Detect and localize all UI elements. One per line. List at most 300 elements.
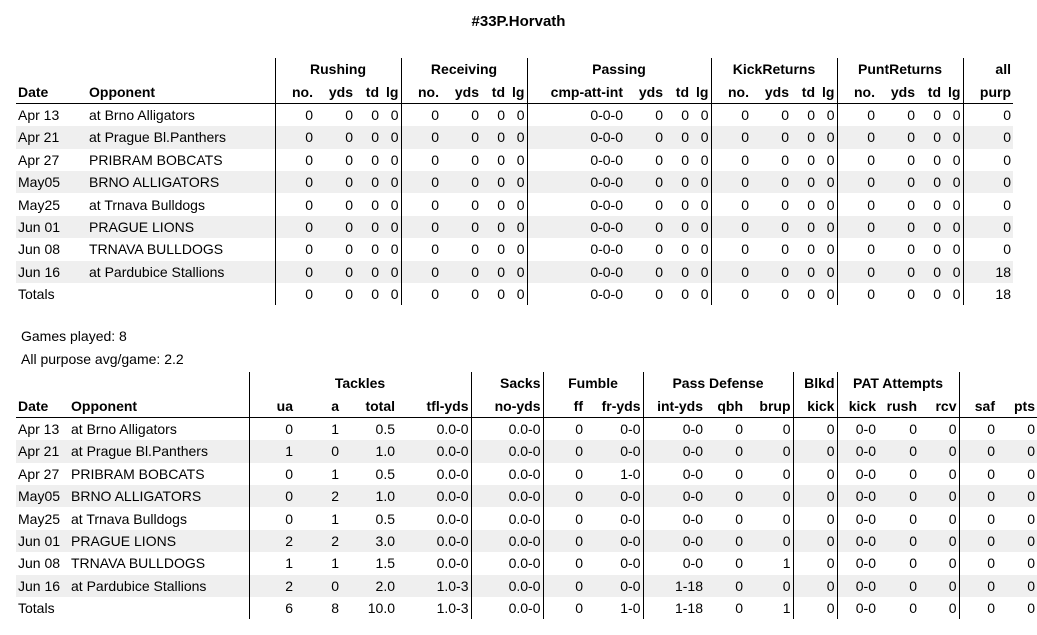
table-cell: 0 — [543, 463, 585, 485]
table-cell: 0 — [355, 283, 381, 305]
table-cell: 0 — [907, 241, 915, 258]
column-header: td — [355, 80, 381, 103]
table-cell: 0 — [275, 103, 315, 126]
table-cell: 0 — [1027, 555, 1035, 572]
column-header: kick — [793, 394, 837, 417]
table-cell: 0 — [497, 106, 505, 123]
table-cell: 0 — [909, 420, 917, 437]
table-cell: 0 — [817, 171, 837, 193]
column-header: rush — [878, 394, 919, 417]
table-cell: 0 — [711, 283, 751, 305]
table-cell: 0 — [543, 597, 585, 619]
table-cell: 0.5 — [375, 510, 395, 527]
column-header: ff — [543, 394, 585, 417]
table-cell: 0 — [878, 440, 919, 462]
table-cell: 0-0 — [585, 440, 643, 462]
group-header-all: all — [963, 58, 1013, 80]
table-cell: 0-0 — [837, 485, 878, 507]
table-cell: BRNO ALLIGATORS — [87, 171, 275, 193]
table-cell: 0 — [878, 575, 919, 597]
column-header: cmp-att-int — [527, 80, 625, 103]
table-cell: 0 — [295, 575, 341, 597]
table-cell: 0 — [793, 530, 837, 552]
table-cell: 0 — [817, 283, 837, 305]
column-header: yds — [441, 80, 481, 103]
column-header: purp — [963, 80, 1013, 103]
table-cell: 0 — [355, 216, 381, 238]
table-cell: 0 — [793, 463, 837, 485]
table-cell: 0-0 — [643, 507, 705, 529]
table-cell: 0-0 — [837, 440, 878, 462]
table-cell: 1-18 — [643, 575, 705, 597]
table-row — [16, 216, 1013, 238]
table-cell: 0 — [371, 241, 379, 258]
table-cell: 0 — [959, 417, 997, 440]
table-cell: 0 — [507, 283, 527, 305]
table-cell: 0-0 — [837, 552, 878, 574]
table-cell: 0.0-0 — [471, 575, 543, 597]
table-cell: at Trnava Bulldogs — [71, 510, 187, 527]
table-cell: 0 — [877, 126, 917, 148]
table-cell: 0 — [735, 510, 743, 527]
table-cell: Apr 27 — [18, 465, 60, 482]
table-cell: 0 — [481, 126, 507, 148]
table-cell: 0 — [781, 151, 789, 168]
table-cell: 0 — [837, 193, 877, 215]
table-cell: 0 — [751, 283, 791, 305]
table-cell: 0 — [516, 151, 525, 168]
column-header: ua — [249, 394, 295, 417]
table-row — [16, 552, 1037, 574]
table-cell: 0-0 — [837, 530, 878, 552]
table-cell: 0 — [959, 530, 997, 552]
column-header: yds — [625, 80, 665, 103]
table-cell: 0 — [791, 283, 817, 305]
table-cell: Totals — [16, 597, 69, 619]
table-cell: Jun 08 — [18, 555, 61, 572]
table-cell: 0 — [877, 283, 917, 305]
group-header-sacks: Sacks — [471, 372, 543, 394]
table-cell: 0 — [371, 196, 379, 213]
table-cell: 0 — [625, 283, 665, 305]
table-cell: 0 — [751, 261, 791, 283]
table-row — [16, 193, 1013, 215]
table-cell: 0-0-0 — [527, 283, 625, 305]
table-cell: 0-0 — [837, 417, 878, 440]
table-cell: 0 — [705, 597, 745, 619]
table-cell: 0 — [817, 261, 837, 283]
table-cell: 0 — [691, 216, 711, 238]
table-cell: 0 — [959, 575, 997, 597]
table-cell: 0 — [507, 216, 527, 238]
table-cell: 0 — [401, 193, 441, 215]
table-cell: 1 — [249, 440, 295, 462]
table-cell: 0 — [355, 261, 381, 283]
table-cell: 0 — [826, 196, 835, 213]
table-row — [16, 171, 1013, 193]
table-cell: 0 — [791, 216, 817, 238]
table-cell: 0 — [745, 575, 793, 597]
table-cell: 0.0-0 — [436, 555, 469, 572]
table-cell: 0 — [700, 106, 709, 123]
table-cell: 0 — [933, 196, 941, 213]
table-cell: 1 — [331, 510, 339, 527]
table-cell: 0.0-0 — [436, 510, 469, 527]
table-cell: 1 — [782, 555, 791, 572]
table-cell: 0-0 — [643, 463, 705, 485]
table-cell: 0 — [952, 106, 961, 123]
table-cell: 0-0-0 — [527, 261, 625, 283]
table-cell: 0 — [826, 241, 835, 258]
table-cell: May05 — [16, 171, 87, 193]
table-cell: 0 — [959, 552, 997, 574]
table-cell: 0 — [963, 171, 1013, 193]
table-cell: 0 — [471, 106, 479, 123]
table-cell: 0 — [481, 216, 507, 238]
table-cell: 0 — [791, 126, 817, 148]
table-cell: 0.0-0 — [471, 417, 543, 440]
column-header: yds — [315, 80, 355, 103]
column-header: tfl-yds — [397, 394, 471, 417]
table-cell: 0 — [919, 440, 959, 462]
table-cell: 0 — [681, 151, 689, 168]
table-cell: 0 — [793, 597, 837, 619]
table-cell: 0 — [497, 151, 505, 168]
column-header: lg — [943, 80, 963, 103]
table-cell: 0 — [390, 196, 399, 213]
table-cell: 0-0 — [643, 440, 705, 462]
table-cell: 0 — [793, 440, 837, 462]
table-cell: 0.0-0 — [471, 440, 543, 462]
table-cell: Apr 21 — [16, 440, 69, 462]
table-cell: 0 — [275, 283, 315, 305]
table-cell: 0.5 — [375, 465, 395, 482]
table-cell: 0-0-0 — [527, 171, 625, 193]
column-header: total — [341, 394, 397, 417]
table-cell: 0 — [782, 465, 791, 482]
table-cell: 0 — [625, 171, 665, 193]
column-header: no. — [711, 80, 751, 103]
table-cell: 0 — [948, 465, 957, 482]
table-cell: 0 — [381, 283, 401, 305]
table-cell: 8 — [295, 597, 341, 619]
table-cell: 0 — [471, 151, 479, 168]
defense-stats-table — [16, 372, 1037, 619]
table-cell: 0 — [401, 216, 441, 238]
table-cell: 0 — [751, 171, 791, 193]
table-cell: at Pardubice Stallions — [69, 575, 249, 597]
table-cell — [69, 597, 249, 619]
table-cell: 0 — [481, 171, 507, 193]
table-cell: 1 — [331, 555, 339, 572]
column-header: Date — [16, 80, 87, 103]
table-cell: 0-0-0 — [527, 126, 625, 148]
table-cell: 0 — [401, 261, 441, 283]
table-cell: 0 — [877, 216, 917, 238]
table-row — [16, 530, 1037, 552]
table-cell: 0 — [315, 283, 355, 305]
table-cell: 0 — [963, 126, 1013, 148]
table-cell: 0-0 — [837, 507, 878, 529]
table-cell: 0 — [745, 485, 793, 507]
table-cell: 0 — [878, 597, 919, 619]
table-cell: 0 — [275, 126, 315, 148]
table-cell: 0 — [751, 126, 791, 148]
table-cell: 0 — [959, 440, 997, 462]
table-cell: 1.0 — [341, 485, 397, 507]
table-cell: 0 — [275, 216, 315, 238]
table-cell: 0 — [705, 575, 745, 597]
table-cell: 0 — [275, 171, 315, 193]
table-cell: 0 — [837, 283, 877, 305]
table-cell: 0-0 — [643, 485, 705, 507]
table-cell: 0-0 — [837, 575, 878, 597]
table-cell: May25 — [18, 510, 61, 527]
table-cell: 0 — [1027, 465, 1035, 482]
table-cell: 0 — [711, 126, 751, 148]
table-cell: 0 — [665, 261, 691, 283]
table-cell: 1-0 — [585, 597, 643, 619]
table-cell: 0 — [919, 575, 959, 597]
table-cell: 0 — [943, 283, 963, 305]
table-cell: 0 — [997, 530, 1037, 552]
table-cell: 0 — [917, 216, 943, 238]
table-cell: 0 — [1027, 420, 1035, 437]
table-cell: 0 — [933, 151, 941, 168]
table-cell: 0 — [543, 417, 585, 440]
column-header: td — [481, 80, 507, 103]
column-header: rcv — [919, 394, 959, 417]
group-header-receiving: Receiving — [401, 58, 527, 80]
table-cell: 0 — [917, 283, 943, 305]
table-cell: 0-0 — [837, 597, 878, 619]
table-cell: 0 — [807, 151, 815, 168]
table-cell: 0 — [919, 530, 959, 552]
table-cell: 0-0-0 — [527, 193, 625, 215]
table-cell: 0 — [919, 485, 959, 507]
table-cell: Apr 13 — [18, 420, 60, 437]
table-cell: 0 — [543, 440, 585, 462]
table-cell: 0 — [826, 106, 835, 123]
table-cell: 0 — [249, 485, 295, 507]
table-cell: 18 — [963, 283, 1013, 305]
table-cell: 0 — [943, 126, 963, 148]
table-cell: 0 — [791, 261, 817, 283]
table-cell: 0 — [543, 530, 585, 552]
column-header: yds — [877, 80, 917, 103]
table-cell: 2 — [249, 530, 295, 552]
table-cell: PRIBRAM BOBCATS — [89, 151, 223, 168]
table-cell: 0 — [681, 106, 689, 123]
table-cell: 2 — [295, 485, 341, 507]
table-row — [16, 463, 1037, 485]
table-cell: 0 — [401, 171, 441, 193]
table-cell: TRNAVA BULLDOGS — [89, 241, 224, 258]
table-cell: 0 — [781, 106, 789, 123]
table-cell: 0.0-0 — [397, 485, 471, 507]
table-cell: 0 — [735, 555, 743, 572]
column-header: td — [665, 80, 691, 103]
table-row — [16, 238, 1013, 260]
group-header-pass-defense: Pass Defense — [643, 372, 793, 394]
table-cell: 0 — [705, 485, 745, 507]
table-cell: 0.0-0 — [471, 507, 543, 529]
table-cell: 0 — [782, 510, 791, 527]
table-cell: 0 — [481, 261, 507, 283]
table-cell: 0 — [711, 261, 751, 283]
table-cell: at Prague Bl.Panthers — [87, 126, 275, 148]
table-row — [16, 507, 1037, 529]
column-header: pts — [997, 394, 1037, 417]
table-cell: 0-0 — [643, 530, 705, 552]
table-cell: 10.0 — [341, 597, 397, 619]
table-cell: 0-0-0 — [527, 216, 625, 238]
table-cell: 0 — [817, 216, 837, 238]
table-cell: 0 — [390, 151, 399, 168]
group-header-passing: Passing — [527, 58, 711, 80]
column-header: Opponent — [87, 80, 275, 103]
column-header: no. — [837, 80, 877, 103]
table-cell: 0 — [711, 103, 751, 126]
table-cell: 0 — [497, 241, 505, 258]
column-header: saf — [959, 394, 997, 417]
table-cell: 0 — [655, 151, 663, 168]
column-header: qbh — [705, 394, 745, 417]
table-cell: 0 — [963, 103, 1013, 126]
table-cell: 0 — [909, 465, 917, 482]
table-cell: PRAGUE LIONS — [87, 216, 275, 238]
table-cell: 0 — [471, 241, 479, 258]
table-cell: 0-0 — [837, 463, 878, 485]
table-cell: 0 — [543, 507, 585, 529]
table-cell: 0 — [390, 241, 399, 258]
table-cell: 1.0-3 — [397, 575, 471, 597]
table-cell: Apr 27 — [18, 151, 60, 168]
table-cell: at Pardubice Stallions — [87, 261, 275, 283]
column-header: int-yds — [643, 394, 705, 417]
table-cell: 0 — [837, 238, 877, 260]
table-cell: 0 — [907, 106, 915, 123]
table-cell: 0 — [516, 241, 525, 258]
column-header: td — [791, 80, 817, 103]
table-cell: 0 — [917, 126, 943, 148]
table-cell: 0 — [837, 261, 877, 283]
table-cell: 0 — [878, 530, 919, 552]
table-cell: 0 — [878, 485, 919, 507]
table-cell: 0 — [745, 530, 793, 552]
table-cell: Jun 16 — [16, 261, 87, 283]
table-row — [16, 261, 1013, 283]
table-row — [16, 485, 1037, 507]
table-cell: 0 — [507, 171, 527, 193]
table-cell: at Brno Alligators — [89, 106, 195, 123]
table-row — [16, 440, 1037, 462]
table-cell: 0 — [371, 106, 379, 123]
table-cell: 0-0-0 — [527, 238, 625, 260]
table-cell: 0 — [711, 216, 751, 238]
table-cell: 0.0-0 — [436, 420, 469, 437]
table-cell: 0 — [837, 103, 877, 126]
table-cell: 0 — [711, 193, 751, 215]
table-cell: 0 — [691, 171, 711, 193]
table-cell: 0 — [355, 126, 381, 148]
table-cell: 0 — [497, 196, 505, 213]
table-cell: 0 — [745, 440, 793, 462]
table-cell: 0 — [877, 171, 917, 193]
table-cell: 0 — [381, 216, 401, 238]
table-cell: 0 — [481, 283, 507, 305]
table-cell: 0 — [907, 151, 915, 168]
table-cell: 0.0-0 — [471, 485, 543, 507]
table-cell: 0 — [655, 106, 663, 123]
group-header-rushing: Rushing — [275, 58, 401, 80]
table-cell: 0 — [997, 597, 1037, 619]
table-cell: 0 — [837, 126, 877, 148]
table-cell: 0 — [705, 440, 745, 462]
table-cell: 0 — [711, 171, 751, 193]
table-cell: 0.0-0 — [471, 530, 543, 552]
table-cell: 0.5 — [375, 420, 395, 437]
column-header: Date — [16, 394, 69, 417]
table-cell: 0 — [345, 241, 353, 258]
table-cell: 0 — [781, 196, 789, 213]
table-cell: Jun 01 — [16, 530, 69, 552]
table-cell: 0-0 — [585, 530, 643, 552]
table-cell: 0 — [275, 238, 315, 260]
table-cell: 0 — [655, 196, 663, 213]
column-header: td — [917, 80, 943, 103]
table-cell: 0 — [948, 420, 957, 437]
table-cell: 2.0 — [341, 575, 397, 597]
table-cell: 0 — [401, 149, 441, 171]
column-header: no-yds — [471, 394, 543, 417]
table-cell: 0 — [909, 555, 917, 572]
table-cell: 0 — [471, 196, 479, 213]
group-header-blkd: Blkd — [793, 372, 837, 394]
table-cell: 1 — [745, 597, 793, 619]
table-row — [16, 103, 1013, 126]
table-row — [16, 126, 1013, 148]
table-cell: 0 — [952, 151, 961, 168]
table-cell: 0 — [371, 151, 379, 168]
table-cell: May25 — [18, 196, 61, 213]
table-cell: 0 — [381, 171, 401, 193]
table-cell: 0 — [735, 465, 743, 482]
table-cell: 0 — [507, 261, 527, 283]
table-cell: 0 — [315, 216, 355, 238]
table-cell: 0 — [390, 106, 399, 123]
column-header: kick — [837, 394, 878, 417]
table-cell: 0 — [959, 597, 997, 619]
table-cell: 0 — [401, 283, 441, 305]
table-cell: 0.0-0 — [471, 597, 543, 619]
table-cell: 0 — [711, 149, 751, 171]
all-purpose-average: All purpose avg/game: 2.2 — [21, 351, 184, 367]
table-cell: 0 — [919, 597, 959, 619]
table-cell: 3.0 — [341, 530, 397, 552]
table-cell: 0 — [793, 507, 837, 529]
column-header: lg — [691, 80, 711, 103]
table-cell: 0-0 — [585, 575, 643, 597]
table-cell: 0-0 — [643, 417, 705, 440]
table-cell: May05 — [16, 485, 69, 507]
column-header: brup — [745, 394, 793, 417]
table-cell: 0 — [793, 575, 837, 597]
table-cell: 0 — [877, 261, 917, 283]
totals-row — [16, 283, 1013, 305]
table-cell: 0 — [665, 216, 691, 238]
table-cell: 0 — [625, 216, 665, 238]
